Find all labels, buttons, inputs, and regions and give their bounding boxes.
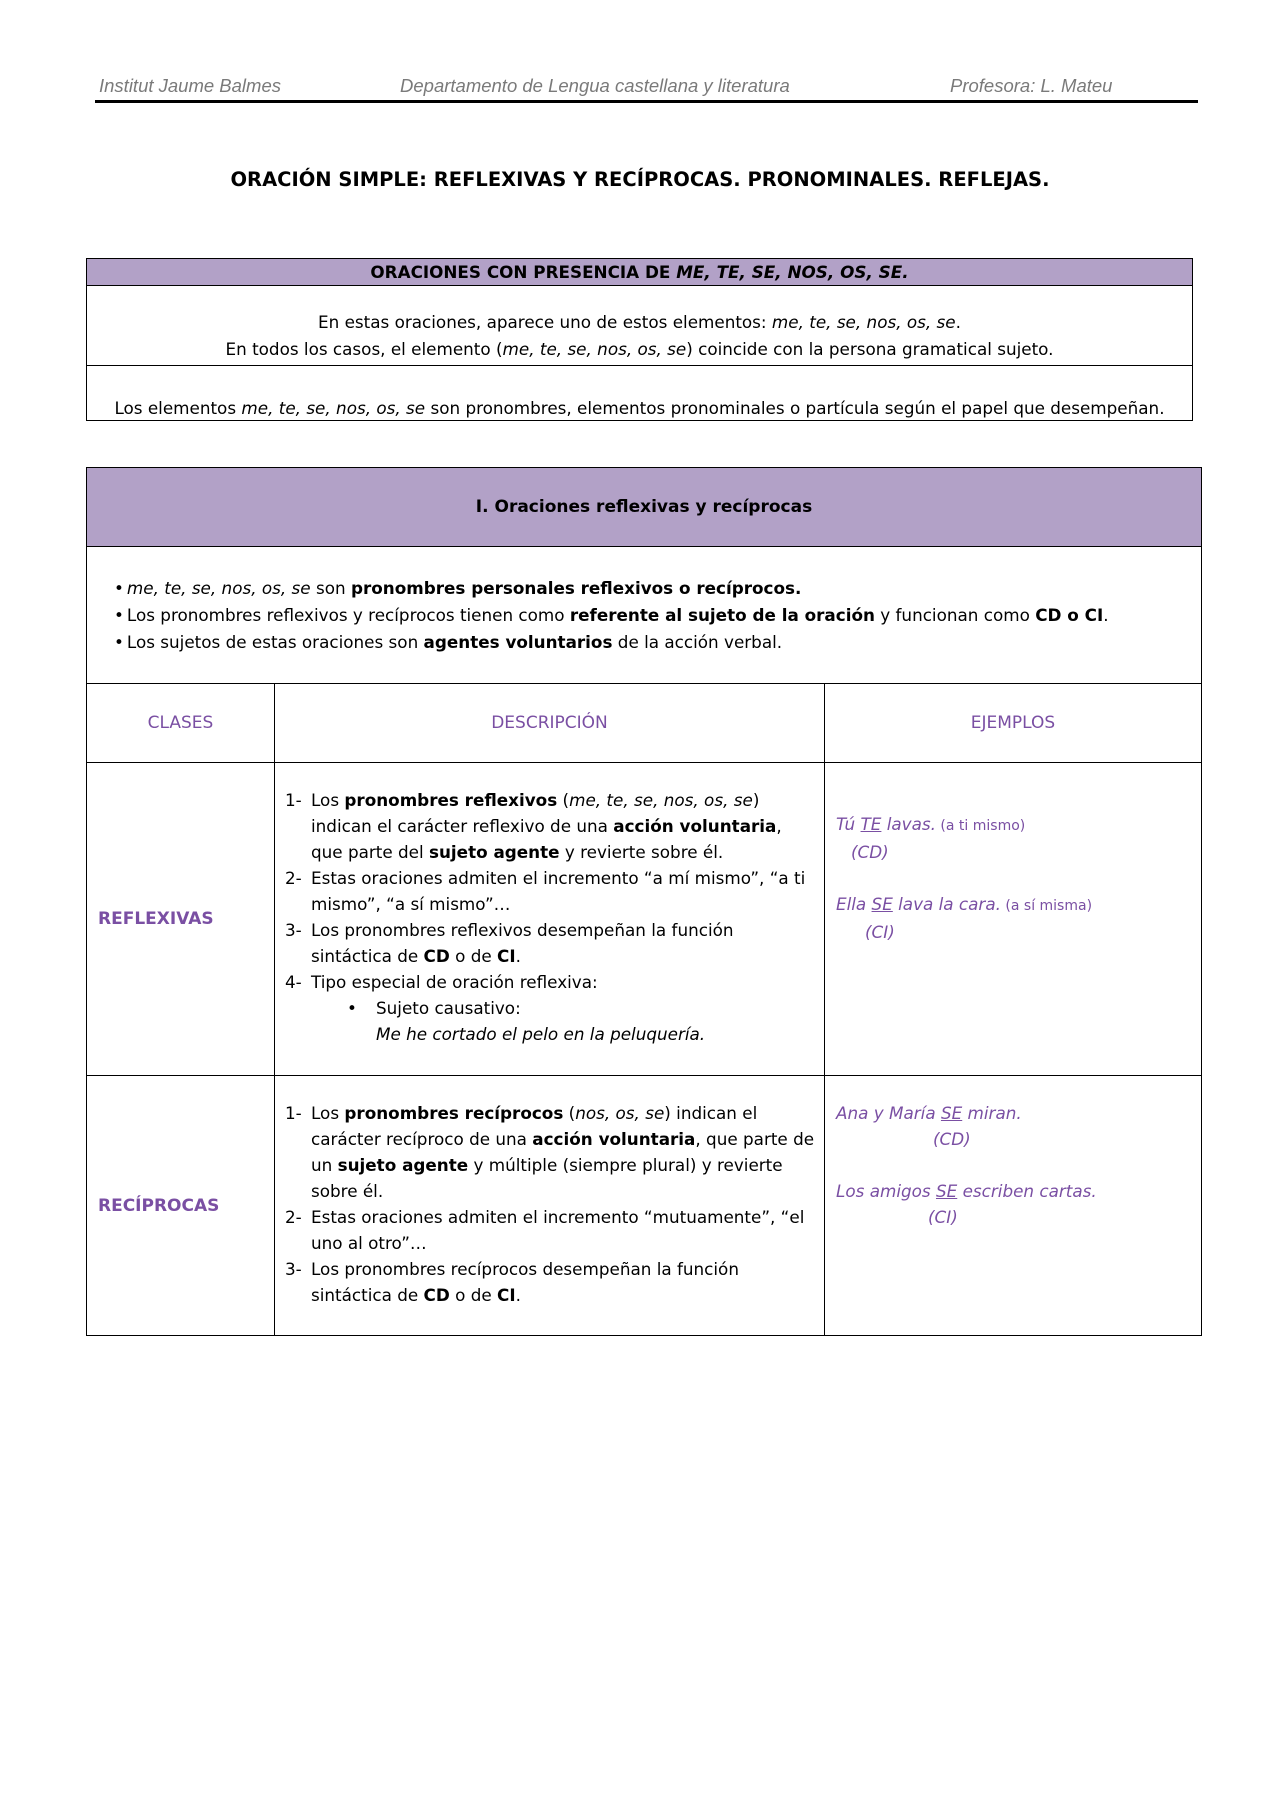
intro-line-1-pronouns: me, te, se, nos, os, se bbox=[771, 312, 956, 332]
ejemplos-reflexivas bbox=[825, 763, 1202, 1076]
bullet-1-pronouns: me, te, se, nos, os, se bbox=[126, 577, 311, 598]
text: , que parte de un bbox=[311, 1129, 815, 1175]
column-header-descripcion: DESCRIPCIÓN bbox=[275, 684, 825, 763]
intro-line-3-end: son pronombres, elementos pronominales o partícula según el papel que desempeñan. bbox=[425, 398, 1165, 418]
clase-reciprocas: RECÍPROCAS bbox=[87, 1076, 275, 1336]
bullet-3-text: Los sujetos de estas oraciones son bbox=[126, 631, 424, 652]
reflexivas-item-1 bbox=[285, 787, 816, 865]
pronoun: SE bbox=[935, 1181, 958, 1201]
text: Ella bbox=[836, 894, 872, 914]
bold-text: CI bbox=[497, 1285, 516, 1305]
bold-text: pronombres recíprocos bbox=[344, 1103, 564, 1123]
intro-line-1-text: En estas oraciones, aparece uno de estos elementos: bbox=[318, 312, 772, 332]
text: Estas oraciones admiten el incremento “mutuamente”, “el uno al otro”… bbox=[311, 1207, 805, 1253]
pronoun: SE bbox=[940, 1103, 963, 1123]
bullet-marker: • bbox=[347, 998, 357, 1018]
reciprocas-list bbox=[285, 1100, 816, 1308]
bullet-2-end: . bbox=[1103, 604, 1109, 625]
example-2 bbox=[836, 1152, 1201, 1204]
document-title: ORACIÓN SIMPLE: REFLEXIVAS Y RECÍPROCAS. PRONOMINALES. REFLEJAS. bbox=[230, 168, 1050, 191]
text: Los pronombres reflexivos desempeñan la función sintáctica de bbox=[311, 920, 734, 966]
bold-text: acción voluntaria bbox=[532, 1129, 696, 1149]
bold-text: CD bbox=[423, 946, 450, 966]
bullet-1-bold: pronombres personales reflexivos o recíprocos. bbox=[350, 577, 802, 598]
text: miran. bbox=[962, 1103, 1022, 1123]
text: y múltiple (siempre plural) y revierte sobre él. bbox=[311, 1155, 783, 1201]
text: y revierte sobre él. bbox=[559, 842, 724, 862]
bold-text: acción voluntaria bbox=[613, 816, 777, 836]
bold-text: sujeto agente bbox=[429, 842, 560, 862]
intro-line-1-end: . bbox=[955, 312, 961, 332]
intro-heading-pronouns: ME, TE, SE, NOS, OS, SE. bbox=[676, 262, 909, 282]
bullet-3-end: de la acción verbal. bbox=[612, 631, 783, 652]
bold-text: pronombres reflexivos bbox=[344, 790, 558, 810]
italic-text: nos, os, se bbox=[575, 1103, 665, 1123]
bullet-1 bbox=[114, 575, 1201, 602]
clase-reflexivas: REFLEXIVAS bbox=[87, 763, 275, 1076]
text: Los amigos bbox=[836, 1181, 936, 1201]
text: , que parte del bbox=[311, 816, 782, 862]
text: Estas oraciones admiten el incremento “a mí mismo”, “a ti mismo”, “a sí mismo”… bbox=[311, 868, 806, 914]
intro-line-3-text: Los elementos bbox=[114, 398, 242, 418]
bullet-2-bold-2: CD o CI bbox=[1035, 604, 1104, 625]
header-teacher: Profesora: L. Mateu bbox=[950, 75, 1113, 96]
text: Los pronombres recíprocos desempeñan la función sintáctica de bbox=[311, 1259, 739, 1305]
intro-line-2 bbox=[87, 336, 1192, 363]
text: Tú bbox=[836, 814, 861, 834]
intro-line-2-end: ) coincide con la persona gramatical sujeto. bbox=[686, 339, 1054, 359]
reflexivas-item-2 bbox=[285, 865, 816, 917]
note: (a ti mismo) bbox=[935, 818, 1026, 834]
bullet-2-text-2: y funcionan como bbox=[874, 604, 1036, 625]
example-text: Me he cortado el pelo en la peluquería. bbox=[376, 1024, 706, 1044]
intro-line-1 bbox=[87, 309, 1192, 336]
intro-line-2-text: En todos los casos, el elemento ( bbox=[225, 339, 503, 359]
bold-text: CI bbox=[497, 946, 516, 966]
reflexivas-subitem bbox=[311, 995, 816, 1047]
text: Sujeto causativo: bbox=[376, 998, 521, 1018]
section-heading: I. Oraciones reflexivas y recíprocas bbox=[87, 468, 1202, 547]
text: . bbox=[515, 1285, 521, 1305]
reciprocas-item-1 bbox=[285, 1100, 816, 1204]
bullet-3-bold: agentes voluntarios bbox=[423, 631, 613, 652]
text: lavas. bbox=[881, 814, 936, 834]
pronoun: SE bbox=[871, 894, 893, 914]
section-table bbox=[86, 467, 1202, 1336]
bold-text: sujeto agente bbox=[337, 1155, 469, 1175]
intro-line-3-pronouns: me, te, se, nos, os, se bbox=[241, 398, 426, 418]
reciprocas-item-3 bbox=[285, 1256, 816, 1308]
bullet-3 bbox=[114, 629, 1201, 656]
example-1-function: (CD) bbox=[933, 1129, 971, 1149]
intro-line-2-pronouns: me, te, se, nos, os, se bbox=[502, 339, 687, 359]
text: . bbox=[515, 946, 521, 966]
bullet-2-bold: referente al sujeto de la oración bbox=[569, 604, 875, 625]
reflexivas-list bbox=[285, 787, 816, 1047]
text: o de bbox=[449, 1285, 498, 1305]
example-2 bbox=[836, 865, 1201, 919]
example-1 bbox=[836, 763, 1201, 839]
header-department: Departamento de Lengua castellana y literatura bbox=[400, 75, 790, 96]
text: o de bbox=[449, 946, 498, 966]
item-number: 4- bbox=[285, 972, 302, 992]
example-1-function: (CD) bbox=[851, 842, 889, 862]
example-2-function: (CI) bbox=[865, 922, 895, 942]
section-bullets bbox=[87, 547, 1202, 684]
pronoun: TE bbox=[860, 814, 882, 834]
text: escriben cartas. bbox=[957, 1181, 1097, 1201]
item-number: 1- bbox=[285, 1103, 302, 1123]
intro-heading-prefix: ORACIONES CON PRESENCIA DE bbox=[370, 262, 677, 282]
item-number: 2- bbox=[285, 868, 302, 888]
bold-text: CD bbox=[423, 1285, 450, 1305]
note: (a sí misma) bbox=[1000, 898, 1093, 914]
text: Tipo especial de oración reflexiva: bbox=[311, 972, 598, 992]
descripcion-reflexivas bbox=[275, 763, 825, 1076]
page-header bbox=[95, 72, 1198, 103]
text: Ana y María bbox=[836, 1103, 941, 1123]
text: ( bbox=[557, 790, 570, 810]
intro-table bbox=[86, 258, 1193, 421]
reciprocas-item-2 bbox=[285, 1204, 816, 1256]
ejemplos-reciprocas bbox=[825, 1076, 1202, 1336]
text: Los bbox=[311, 1103, 345, 1123]
reflexivas-item-4 bbox=[285, 969, 816, 1047]
example-2-function: (CI) bbox=[928, 1207, 958, 1227]
italic-text: me, te, se, nos, os, se bbox=[569, 790, 753, 810]
text: ) indican el carácter reflexivo de una bbox=[311, 790, 760, 836]
text: lava la cara. bbox=[892, 894, 1001, 914]
table-row-reflexivas bbox=[87, 763, 1202, 1076]
column-header-ejemplos: EJEMPLOS bbox=[825, 684, 1202, 763]
item-number: 3- bbox=[285, 920, 302, 940]
item-number: 2- bbox=[285, 1207, 302, 1227]
table-row-reciprocas bbox=[87, 1076, 1202, 1336]
intro-table-heading bbox=[87, 259, 1193, 286]
item-number: 1- bbox=[285, 790, 302, 810]
bullet-2-text: Los pronombres reflexivos y recíprocos tienen como bbox=[126, 604, 570, 625]
intro-table-row-1 bbox=[87, 286, 1193, 366]
item-number: 3- bbox=[285, 1259, 302, 1279]
column-header-clases: CLASES bbox=[87, 684, 275, 763]
header-school: Institut Jaume Balmes bbox=[99, 75, 281, 96]
text: ) indican el carácter recíproco de una bbox=[311, 1103, 758, 1149]
text: ( bbox=[563, 1103, 576, 1123]
intro-table-row-2 bbox=[87, 366, 1193, 421]
bullet-2 bbox=[114, 602, 1201, 629]
reflexivas-item-3 bbox=[285, 917, 816, 969]
bullet-1-text: son bbox=[310, 577, 351, 598]
text: Los bbox=[311, 790, 345, 810]
descripcion-reciprocas bbox=[275, 1076, 825, 1336]
example-1 bbox=[836, 1076, 1201, 1126]
